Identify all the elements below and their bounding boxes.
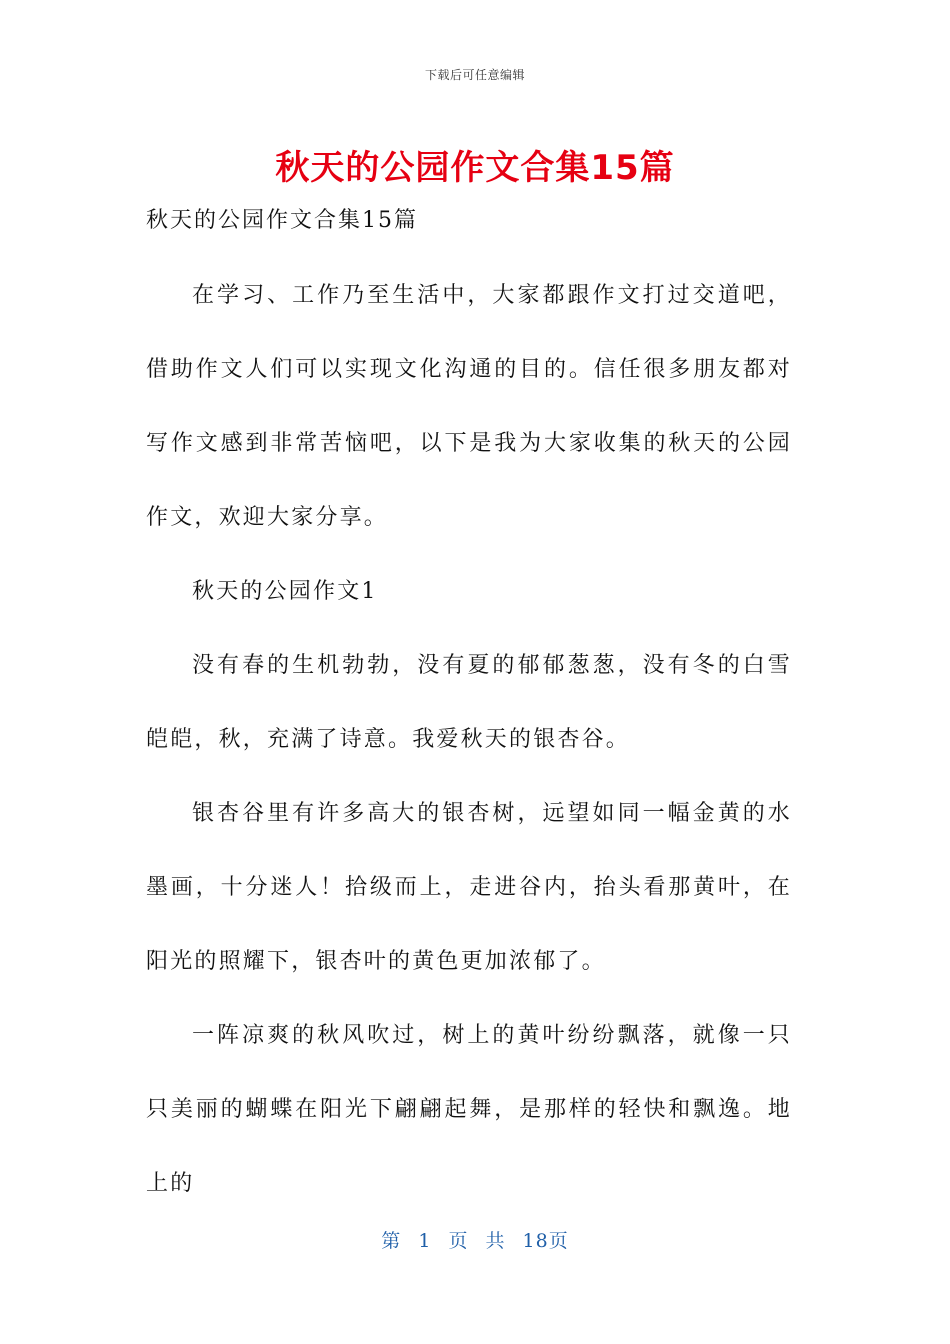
document-subtitle: 秋天的公园作文合集15篇 <box>146 208 418 233</box>
paragraph: 一阵凉爽的秋风吹过，树上的黄叶纷纷飘落，就像一只只美丽的蝴蝶在阳光下翩翩起舞，是那样的轻快和飘逸。地上的 <box>146 1023 792 1196</box>
paragraph: 没有春的生机勃勃，没有夏的郁郁葱葱，没有冬的白雪皑皑，秋，充满了诗意。我爱秋天的银杏谷。 <box>146 653 792 752</box>
page-number: 第 1 页 共 18页 <box>381 1230 569 1252</box>
header-note: 下载后可任意编辑 <box>424 68 525 82</box>
paragraph: 银杏谷里有许多高大的银杏树，远望如同一幅金黄的水墨画，十分迷人！拾级而上，走进谷内，抬头看那黄叶，在阳光的照耀下，银杏叶的黄色更加浓郁了。 <box>146 801 792 974</box>
section-heading: 秋天的公园作文1 <box>192 579 378 604</box>
document-title: 秋天的公园作文合集15篇 <box>275 148 675 188</box>
paragraph-intro: 在学习、工作乃至生活中，大家都跟作文打过交道吧，借助作文人们可以实现文化沟通的目的。信任很多朋友都对写作文感到非常苦恼吧，以下是我为大家收集的秋天的公园作文，欢迎大家分享。 <box>146 283 792 530</box>
